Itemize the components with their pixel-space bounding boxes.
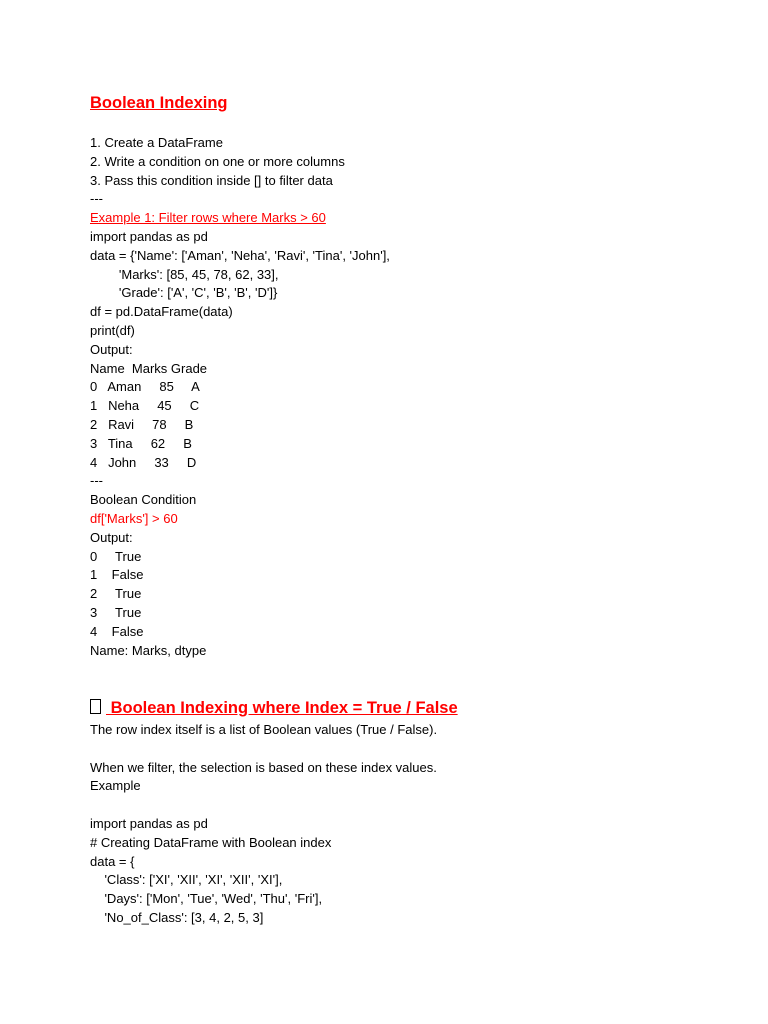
series-footer: Name: Marks, dtype (90, 642, 207, 658)
code-line: 'No_of_Class': [3, 4, 2, 5, 3] (90, 909, 264, 925)
section-title-index-true-false (90, 697, 458, 719)
table-header: Name Marks Grade (90, 360, 208, 376)
table-row: 0 Aman 85 A (90, 379, 200, 395)
separator: --- (90, 473, 103, 489)
code-line: 'Grade': ['A', 'C', 'B', 'B', 'D']} (90, 285, 278, 301)
example-heading: Example 1: Filter rows where Marks > 60 (90, 210, 326, 226)
code-line: print(df) (90, 322, 135, 338)
box-icon (90, 699, 101, 714)
code-line: 'Days': ['Mon', 'Tue', 'Wed', 'Thu', 'Fri'], (90, 891, 323, 907)
section2-title-text: Boolean Indexing where Index = True / False (106, 699, 458, 717)
table-row: 1 Neha 45 C (90, 398, 200, 414)
step-1: 1. Create a DataFrame (90, 135, 223, 150)
series-row: 0 True (90, 548, 142, 564)
series-row: 2 True (90, 586, 142, 602)
code-line: 'Marks': [85, 45, 78, 62, 33], (90, 266, 279, 282)
section2-body (90, 721, 437, 928)
code-comment: # Creating DataFrame with Boolean index (90, 834, 332, 850)
condition-code: df['Marks'] > 60 (90, 510, 178, 526)
table-row: 4 John 33 D (90, 454, 197, 470)
paragraph-line: When we filter, the selection is based on these index values. (90, 759, 437, 775)
code-line: 'Class': ['XI', 'XII', 'XI', 'XII', 'XI'], (90, 872, 283, 888)
paragraph-line: The row index itself is a list of Boolean values (True / False). (90, 722, 438, 737)
output-label: Output: (90, 529, 133, 545)
code-line: data = {'Name': ['Aman', 'Neha', 'Ravi', 'Tina', 'John'], (90, 247, 390, 263)
output-label: Output: (90, 341, 133, 357)
series-row: 4 False (90, 623, 144, 639)
blank-line (90, 740, 437, 759)
table-row: 2 Ravi 78 B (90, 416, 194, 432)
step-2: 2. Write a condition on one or more columns (90, 153, 345, 169)
paragraph-line: Example (90, 778, 141, 794)
series-row: 1 False (90, 567, 144, 583)
code-line: import pandas as pd (90, 228, 208, 244)
code-line: data = { (90, 853, 135, 869)
step-3: 3. Pass this condition inside [] to filter data (90, 172, 333, 188)
table-row: 3 Tina 62 B (90, 435, 192, 451)
series-row: 3 True (90, 604, 142, 620)
blank-line (90, 796, 437, 815)
boolean-condition-label: Boolean Condition (90, 492, 197, 508)
separator: --- (90, 191, 103, 207)
section-title-boolean-indexing: Boolean Indexing (90, 94, 228, 112)
code-line: df = pd.DataFrame(data) (90, 304, 233, 320)
section1-body (90, 134, 390, 660)
code-line: import pandas as pd (90, 815, 208, 831)
